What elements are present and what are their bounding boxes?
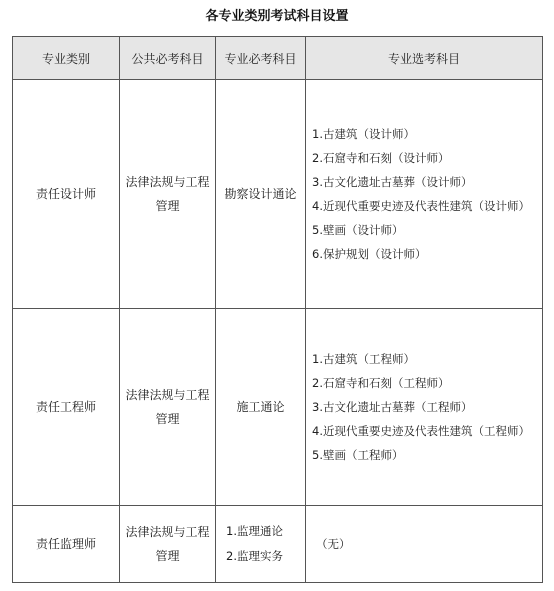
elective-item: 1.古建筑（设计师）	[312, 126, 415, 141]
elective-item: 1.古建筑（工程师）	[312, 351, 415, 366]
electives-cell	[306, 309, 543, 506]
category-cell: 责任工程师	[13, 309, 120, 506]
elective-item: 5.壁画（工程师）	[312, 447, 404, 462]
table-title: 各专业类别考试科目设置	[205, 9, 349, 24]
major-required-cell	[216, 506, 306, 583]
header-category: 专业类别	[13, 37, 120, 80]
table-row-engineer	[13, 309, 543, 506]
electives-cell	[306, 80, 543, 309]
elective-item: 4.近现代重要史迹及代表性建筑（设计师）	[312, 198, 530, 213]
electives-cell	[306, 506, 543, 583]
public-required-cell: 法律法规与工程管理	[120, 506, 216, 583]
header-row	[13, 37, 543, 80]
elective-item: 6.保护规划（设计师）	[312, 246, 427, 261]
elective-item: 3.古文化遗址古墓葬（设计师）	[312, 174, 473, 189]
elective-item: 4.近现代重要史迹及代表性建筑（工程师）	[312, 423, 530, 438]
table-row-designer	[13, 80, 543, 309]
public-required-cell: 法律法规与工程管理	[120, 80, 216, 309]
header-electives: 专业选考科目	[306, 37, 543, 80]
major-required-cell: 勘察设计通论	[216, 80, 306, 309]
elective-item: 2.石窟寺和石刻（工程师）	[312, 375, 450, 390]
major-required-item: 1.监理通论	[226, 524, 283, 538]
category-cell: 责任监理师	[13, 506, 120, 583]
major-required-item: 2.监理实务	[226, 549, 283, 563]
public-required-cell: 法律法规与工程管理	[120, 309, 216, 506]
header-major-required: 专业必考科目	[216, 37, 306, 80]
category-cell: 责任设计师	[13, 80, 120, 309]
exam-subjects-table	[12, 36, 543, 583]
elective-item: 3.古文化遗址古墓葬（工程师）	[312, 399, 473, 414]
header-public-required: 公共必考科目	[120, 37, 216, 80]
elective-item: 2.石窟寺和石刻（设计师）	[312, 150, 450, 165]
table-row-supervisor	[13, 506, 543, 583]
elective-item: 5.壁画（设计师）	[312, 222, 404, 237]
major-required-cell: 施工通论	[216, 309, 306, 506]
elective-none: （无）	[316, 537, 351, 551]
